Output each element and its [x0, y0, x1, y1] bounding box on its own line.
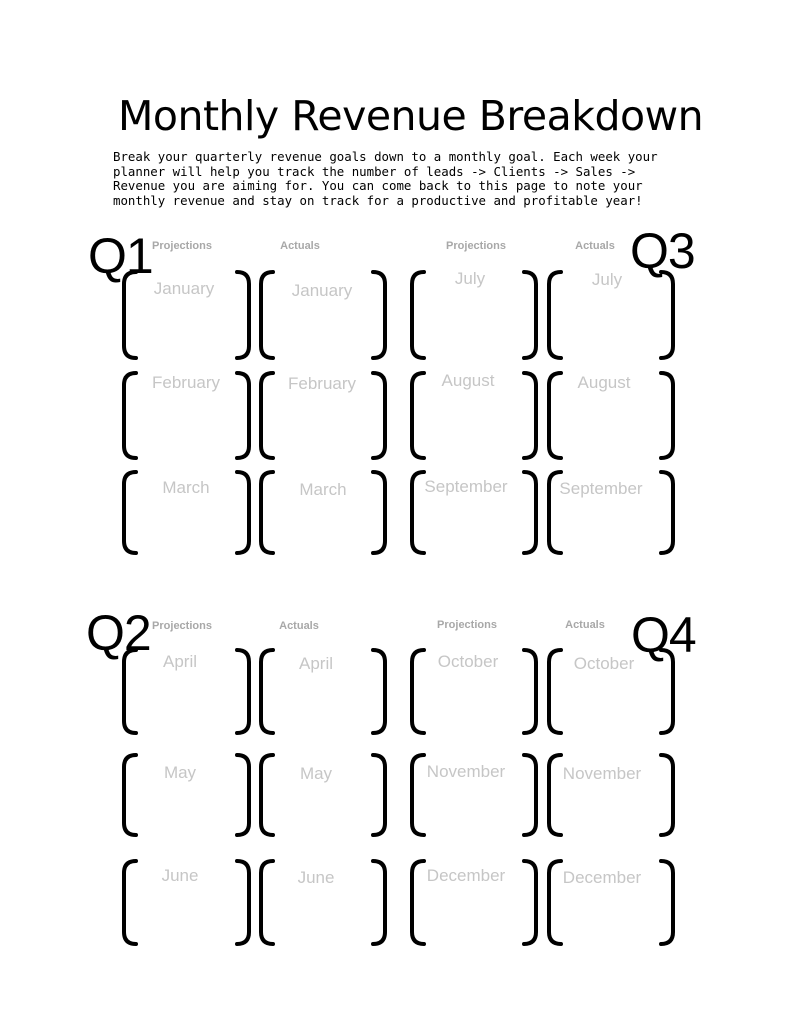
- right-bracket: [237, 755, 249, 835]
- bracket-box: [261, 272, 385, 358]
- right-bracket: [373, 861, 385, 944]
- left-bracket: [412, 650, 424, 733]
- bracket-box: [261, 472, 385, 553]
- bracket-box: [261, 373, 385, 458]
- bracket-box: [549, 472, 673, 553]
- bracket-box: [549, 650, 673, 733]
- left-bracket: [549, 650, 561, 733]
- left-bracket: [549, 272, 561, 358]
- q4-actual-month-1: October: [573, 654, 635, 673]
- left-bracket: [261, 373, 273, 458]
- right-bracket: [524, 472, 536, 553]
- q1-projection-month-2: February: [151, 373, 221, 392]
- left-bracket: [412, 472, 424, 553]
- q1-label: Q1: [88, 228, 153, 284]
- q2-projection-month-3: June: [161, 866, 199, 885]
- q1-projection-month-1: January: [153, 279, 215, 298]
- bracket-box: [124, 272, 249, 358]
- bracket-box: [412, 373, 536, 458]
- q3-projection-month-1: July: [454, 269, 486, 288]
- q1-projections-header: Projections: [152, 240, 212, 252]
- right-bracket: [524, 272, 536, 358]
- bracket-box: [261, 650, 385, 733]
- left-bracket: [124, 861, 136, 944]
- bracket-box: [261, 861, 385, 944]
- q2-actual-month-2: May: [299, 764, 333, 783]
- left-bracket: [549, 373, 561, 458]
- left-bracket: [261, 272, 273, 358]
- q3-actuals-header: Actuals: [575, 240, 615, 252]
- right-bracket: [373, 650, 385, 733]
- q4-actuals-header: Actuals: [565, 619, 605, 631]
- right-bracket: [661, 472, 673, 553]
- q3-projections-header: Projections: [446, 240, 506, 252]
- q2-projection-month-2: May: [163, 763, 197, 782]
- q4-projections-header: Projections: [437, 619, 497, 631]
- q1-actual-month-3: March: [299, 480, 347, 499]
- right-bracket: [373, 373, 385, 458]
- left-bracket: [412, 755, 424, 835]
- right-bracket: [237, 861, 249, 944]
- bracket-box: [549, 272, 673, 358]
- q4-label: Q4: [631, 607, 696, 663]
- page-title: Monthly Revenue Breakdown: [118, 92, 704, 140]
- left-bracket: [261, 650, 273, 733]
- right-bracket: [237, 650, 249, 733]
- right-bracket: [524, 650, 536, 733]
- q4-actual-month-3: December: [562, 868, 642, 887]
- q1-projection-month-3: March: [162, 478, 210, 497]
- q2-projections-header: Projections: [152, 620, 212, 632]
- bracket-box: [412, 650, 536, 733]
- q2-projection-month-1: April: [162, 652, 198, 671]
- right-bracket: [524, 861, 536, 944]
- right-bracket: [661, 650, 673, 733]
- bracket-box: [549, 373, 673, 458]
- right-bracket: [661, 861, 673, 944]
- q2-actual-month-1: April: [298, 654, 334, 673]
- q1-actual-month-1: January: [291, 281, 353, 300]
- left-bracket: [124, 373, 136, 458]
- bracket-box: [124, 373, 249, 458]
- left-bracket: [549, 472, 561, 553]
- bracket-box: [124, 861, 249, 944]
- bracket-box: [549, 861, 673, 944]
- q2-label: Q2: [86, 605, 151, 661]
- right-bracket: [661, 272, 673, 358]
- q2-actual-month-3: June: [297, 868, 335, 887]
- right-bracket: [524, 373, 536, 458]
- q3-projection-month-2: August: [441, 371, 495, 390]
- right-bracket: [524, 755, 536, 835]
- bracket-box: [412, 861, 536, 944]
- right-bracket: [373, 472, 385, 553]
- right-bracket: [237, 272, 249, 358]
- left-bracket: [261, 861, 273, 944]
- right-bracket: [237, 373, 249, 458]
- left-bracket: [261, 472, 273, 553]
- q2-actuals-header: Actuals: [279, 620, 319, 632]
- q3-actual-month-2: August: [577, 373, 631, 392]
- bracket-box: [124, 755, 249, 835]
- bracket-box: [549, 755, 673, 835]
- q4-actual-month-2: November: [562, 764, 642, 783]
- q4-projection-month-2: November: [426, 762, 506, 781]
- intro-text: Break your quarterly revenue goals down to a monthly goal. Each week your planner will help you track the number of leads -> Clients -> Sales -> Revenue you are aiming for. You can come back to this page to note your monthly revenue and stay on track for a productive and profitable year!: [113, 149, 658, 208]
- bracket-box: [261, 755, 385, 835]
- bracket-box: [124, 650, 249, 733]
- q3-label: Q3: [630, 223, 695, 279]
- left-bracket: [124, 472, 136, 553]
- left-bracket: [124, 272, 136, 358]
- left-bracket: [412, 272, 424, 358]
- right-bracket: [661, 755, 673, 835]
- q3-actual-month-3: September: [559, 479, 643, 498]
- left-bracket: [412, 373, 424, 458]
- q1-actuals-header: Actuals: [280, 240, 320, 252]
- bracket-box: [412, 472, 536, 553]
- right-bracket: [237, 472, 249, 553]
- q4-projection-month-3: December: [426, 866, 506, 885]
- bracket-box: [412, 755, 536, 835]
- left-bracket: [124, 650, 136, 733]
- left-bracket: [549, 755, 561, 835]
- right-bracket: [661, 373, 673, 458]
- left-bracket: [549, 861, 561, 944]
- q1-actual-month-2: February: [287, 374, 357, 393]
- q3-actual-month-1: July: [591, 270, 623, 289]
- bracket-box: [124, 472, 249, 553]
- left-bracket: [261, 755, 273, 835]
- q4-projection-month-1: October: [437, 652, 499, 671]
- left-bracket: [124, 755, 136, 835]
- q3-projection-month-3: September: [424, 477, 508, 496]
- right-bracket: [373, 755, 385, 835]
- bracket-box: [412, 272, 536, 358]
- right-bracket: [373, 272, 385, 358]
- left-bracket: [412, 861, 424, 944]
